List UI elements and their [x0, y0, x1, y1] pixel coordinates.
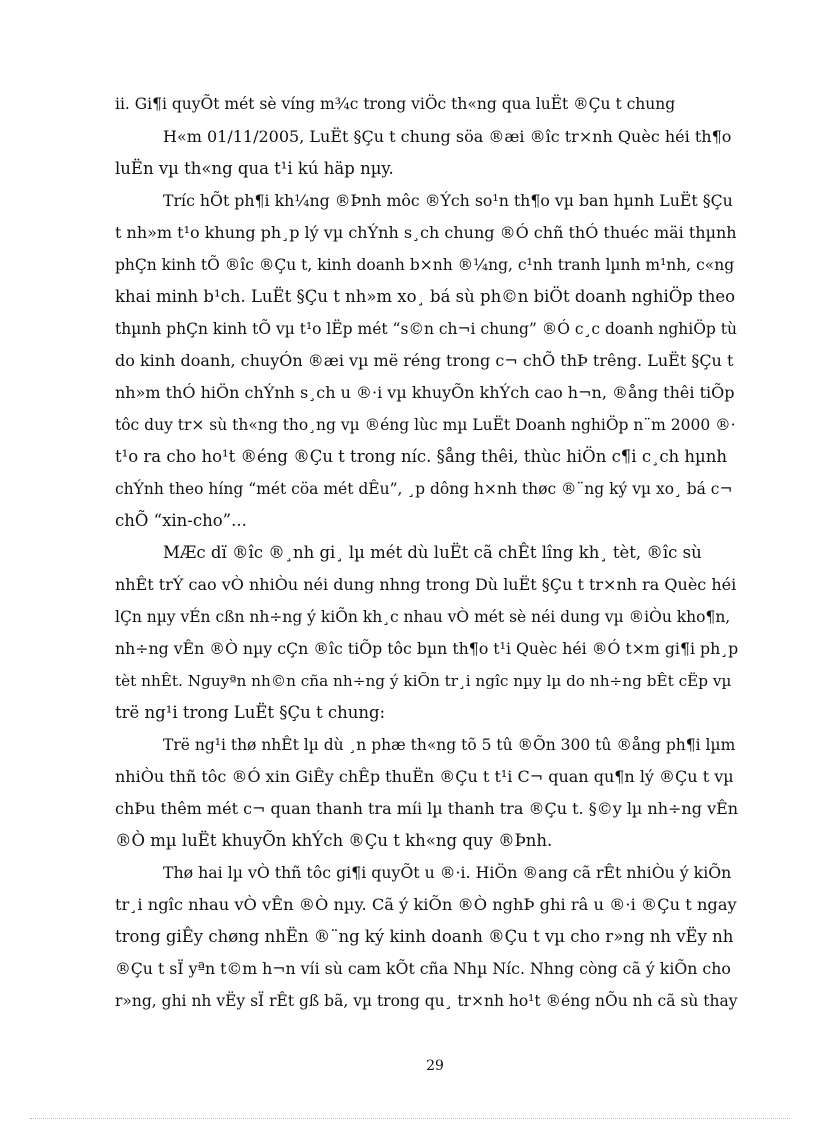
text-line: chÝnh theo híng “mét cöa mét dÊu”, ¸p dông h×nh thøc ®¨ng ký vµ xo¸ bá c¬	[115, 480, 733, 498]
text-line: Tríc hÕt ph¶i kh¼ng ®Þnh môc ®Ých so¹n th¶o vµ ban hµnh LuËt §Çu	[163, 191, 733, 210]
text-line: chÕ “xin-cho”...	[115, 511, 247, 530]
text-line: phÇn kinh tÕ ®îc ®Çu t, kinh doanh b×nh ®¼ng, c¹nh tranh lµnh m¹nh, c«ng	[115, 256, 735, 274]
text-line: lÇn nµy vÉn cßn nh÷ng ý kiÕn kh¸c nhau vÒ mét sè néi dung vµ ®iÒu kho¶n,	[115, 608, 731, 626]
text-line: H«m 01/11/2005, LuËt §Çu t chung söa ®æi ®îc tr×nh Quèc héi th¶o	[163, 127, 732, 146]
text-line: Trë ng¹i thø nhÊt lµ dù ¸n phæ th«ng tõ 5 tû ®Õn 300 tû ®ång ph¶i lµm	[163, 736, 736, 754]
text-line: t nh»m t¹o khung ph¸p lý vµ chÝnh s¸ch chung ®Ó chñ thÓ thuéc mäi thµnh	[115, 223, 737, 242]
text-line: ®Çu t sÏ yªn t©m h¬n víi sù cam kÕt cña Nhµ Níc. Nhng còng cã ý kiÕn cho	[115, 959, 731, 978]
text-line: nhiÒu thñ tôc ®Ó xin GiÊy chÊp thuËn ®Çu t t¹i C¬ quan qu¶n lý ®Çu t vµ	[115, 767, 734, 786]
text-line: t¹o ra cho ho¹t ®éng ®Çu t trong níc. §ång thêi, thùc hiÖn c¶i c¸ch hµnh	[115, 447, 728, 466]
section-heading: ii. Gi¶i quyÕt mét sè víng m¾c trong viÖc th«ng qua luËt ®Çu t chung	[115, 95, 676, 113]
page-number: 29	[426, 1058, 444, 1074]
text-line: nhÊt trÝ cao vÒ nhiÒu néi dung nhng trong Dù luËt §Çu t tr×nh ra Quèc héi	[115, 575, 737, 594]
text-line: MÆc dï ®îc ®¸nh gi¸ lµ mét dù luËt cã chÊt lîng kh¸ tèt, ®îc sù	[163, 543, 702, 562]
text-line: nh»m thÓ hiÖn chÝnh s¸ch u ®·i vµ khuyÕn khÝch cao h¬n, ®ång thêi tiÕp	[115, 383, 735, 402]
text-line: nh÷ng vÊn ®Ò nµy cÇn ®îc tiÕp tôc bµn th¶o t¹i Quèc héi ®Ó t×m gi¶i ph¸p	[115, 639, 739, 658]
text-line: trë ng¹i trong LuËt §Çu t chung:	[115, 703, 386, 722]
text-line: tôc duy tr× sù th«ng tho¸ng vµ ®éng lùc mµ LuËt Doanh nghiÖp n¨m 2000 ®·	[115, 416, 736, 434]
text-line: r»ng, ghi nh vËy sÏ rÊt gß bã, vµ trong qu¸ tr×nh ho¹t ®éng nÕu nh cã sù thay	[115, 992, 738, 1010]
text-line: chÞu thêm mét c¬ quan thanh tra míi lµ thanh tra ®Çu t. §©y lµ nh÷ng vÊn	[115, 799, 739, 818]
text-line: Thø hai lµ vÒ thñ tôc gi¶i quyÕt u ®·i. HiÖn ®ang cã rÊt nhiÒu ý kiÕn	[163, 863, 732, 882]
text-line: do kinh doanh, chuyÓn ®æi vµ më réng trong c¬ chÕ thÞ trêng. LuËt §Çu t	[115, 351, 734, 370]
text-line: tèt nhÊt. Nguyªn nh©n cña nh÷ng ý kiÕn tr¸i ngîc nµy lµ do nh÷ng bÊt cËp vµ	[115, 672, 732, 690]
page-bottom-divider	[30, 1118, 790, 1119]
text-line: trong giÊy chøng nhËn ®¨ng ký kinh doanh ®Çu t vµ cho r»ng nh vËy nh	[115, 927, 734, 946]
text-line: khai minh b¹ch. LuËt §Çu t nh»m xo¸ bá sù ph©n biÖt doanh nghiÖp theo	[115, 287, 736, 306]
text-line: thµnh phÇn kinh tÕ vµ t¹o lËp mét “s©n ch¬i chung” ®Ó c¸c doanh nghiÖp tù	[115, 320, 737, 338]
text-line: tr¸i ngîc nhau vÒ vÊn ®Ò nµy. Cã ý kiÕn ®Ò nghÞ ghi râ u ®·i ®Çu t ngay	[115, 895, 737, 914]
text-line: ®Ò mµ luËt khuyÕn khÝch ®Çu t kh«ng quy ®Þnh.	[115, 831, 553, 850]
text-line: luËn vµ th«ng qua t¹i kú häp nµy.	[115, 159, 394, 178]
